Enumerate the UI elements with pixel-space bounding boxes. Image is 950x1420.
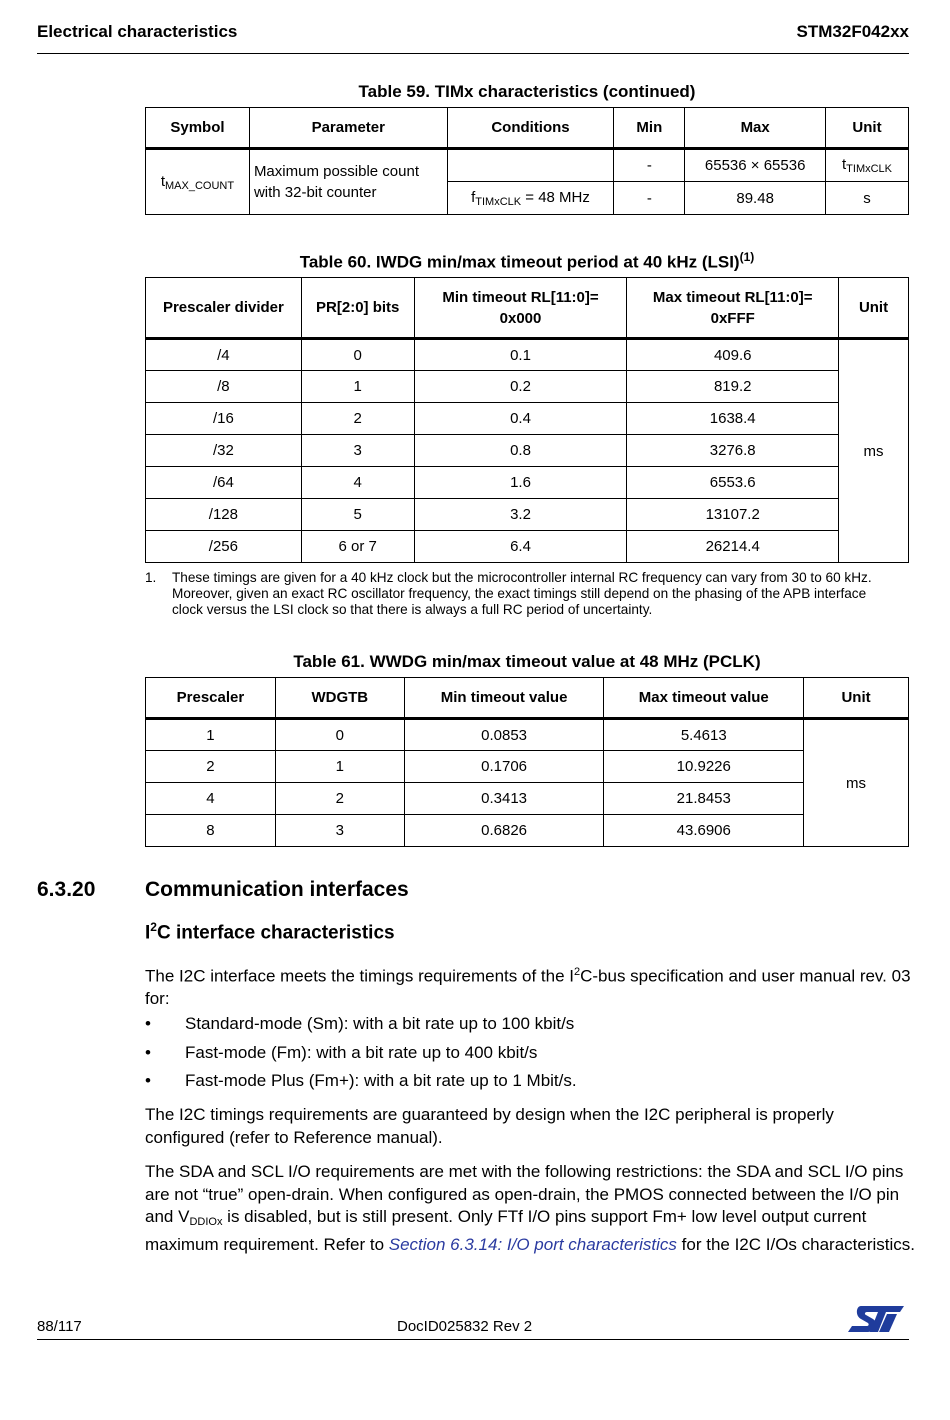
table59-row1-conditions	[447, 149, 614, 182]
cond-text: f	[471, 188, 476, 206]
table61-cell: 0.1706	[404, 751, 604, 783]
table59-row2-max: 89.48	[685, 182, 826, 215]
unit-text: t	[842, 156, 847, 173]
table60-cell: /128	[146, 499, 302, 531]
symbol-subscript: MAX_COUNT	[165, 179, 235, 192]
io-text-a: The SDA and SCL I/O requirements are met with the following restrictions: the SDA and SCL I/O pins are not “true” open-drain. When configured as open-drain, the PMOS connected between the I/O pin and V	[145, 1162, 904, 1226]
table60-header-pr-bits: PR[2:0] bits	[301, 278, 414, 339]
table60-cell: 5	[301, 499, 414, 531]
table-row	[146, 719, 909, 751]
table60-cell: 0.2	[414, 371, 627, 403]
subtitle-superscript: 2	[150, 920, 157, 934]
section-title: Communication interfaces	[145, 878, 409, 901]
table59-header-unit: Unit	[826, 108, 909, 149]
table60-cell: 3276.8	[627, 435, 839, 467]
table59-parameter-cell: Maximum possible count with 32-bit counter	[249, 149, 447, 215]
table-row	[146, 339, 909, 371]
table60-cell: 0.1	[414, 339, 627, 371]
table61-header-min: Min timeout value	[404, 678, 604, 719]
table60-caption	[145, 250, 909, 273]
table60-header-prescaler: Prescaler divider	[146, 278, 302, 339]
table60-unit-cell: ms	[839, 339, 909, 563]
table60-footnote-ref: (1)	[739, 250, 755, 264]
bullet-icon: •	[145, 1043, 151, 1062]
table60-cell: /8	[146, 371, 302, 403]
section-link[interactable]: Section 6.3.14: I/O port characteristics	[388, 1234, 677, 1254]
table61-unit-cell: ms	[804, 719, 909, 847]
table60-cell: /256	[146, 531, 302, 563]
table59-header-symbol: Symbol	[146, 108, 250, 149]
table-row	[146, 751, 909, 783]
subsection-title	[145, 920, 395, 944]
table59-symbol-cell	[146, 149, 250, 215]
io-text-b: is disabled, but is still present. Only FTf I/O pins support Fm+ low level output current maximum requirement. Refer to	[145, 1207, 867, 1254]
table-row	[146, 403, 909, 435]
table60-cell: 0.4	[414, 403, 627, 435]
paragraph-timings: The I2C timings requirements are guaranteed by design when the I2C peripheral is properly configured (refer to Reference manual).	[145, 1105, 834, 1147]
table60-cell: 6553.6	[627, 467, 839, 499]
table59-row2-unit: s	[826, 182, 909, 215]
bullet-icon: •	[145, 1071, 151, 1090]
header-part-number: STM32F042xx	[796, 22, 909, 41]
table60-cell: 4	[301, 467, 414, 499]
table61-cell: 0.0853	[404, 719, 604, 751]
table60-cell: /16	[146, 403, 302, 435]
unit-subscript: TIMxCLK	[846, 163, 893, 175]
subtitle-rest: C interface characteristics	[156, 922, 395, 944]
table60-cell: /64	[146, 467, 302, 499]
table59-header-max: Max	[685, 108, 826, 149]
table61-caption: Table 61. WWDG min/max timeout value at 48 MHz (PCLK)	[293, 652, 761, 671]
table61	[145, 677, 909, 847]
table60-cell: 0	[301, 339, 414, 371]
table-row	[146, 815, 909, 847]
table61-cell: 1	[275, 751, 404, 783]
bullet-icon: •	[145, 1014, 151, 1033]
bullet-text: Standard-mode (Sm): with a bit rate up to 100 kbit/s	[185, 1014, 575, 1033]
page-footer	[37, 1304, 909, 1340]
bullet-text: Fast-mode (Fm): with a bit rate up to 400 kbit/s	[185, 1043, 538, 1062]
table60	[145, 277, 909, 563]
table60-cell: 3.2	[414, 499, 627, 531]
table60-header-max: Max timeout RL[11:0]= 0xFFF	[627, 278, 839, 339]
table61-cell: 43.6906	[604, 815, 804, 847]
table60-footnote	[145, 570, 895, 618]
table60-header-unit: Unit	[839, 278, 909, 339]
st-logo-icon	[847, 1304, 905, 1339]
table59-row2-min: -	[614, 182, 685, 215]
table61-header-max: Max timeout value	[604, 678, 804, 719]
table61-cell: 4	[146, 783, 276, 815]
table60-cell: 1638.4	[627, 403, 839, 435]
bullet-text: Fast-mode Plus (Fm+): with a bit rate up to 1 Mbit/s.	[185, 1071, 577, 1090]
table60-cell: 1	[301, 371, 414, 403]
table60-cell: 1.6	[414, 467, 627, 499]
section-number: 6.3.20	[37, 878, 96, 901]
table59-row1-unit	[826, 149, 909, 182]
footnote-number: 1.	[145, 570, 157, 585]
table61-cell: 0.3413	[404, 783, 604, 815]
table60-cell: 6.4	[414, 531, 627, 563]
table61-cell: 2	[146, 751, 276, 783]
io-subscript: DDIOx	[189, 1216, 223, 1228]
table61-cell: 5.4613	[604, 719, 804, 751]
table61-header-prescaler: Prescaler	[146, 678, 276, 719]
paragraph-io-requirements	[145, 1161, 915, 1256]
table61-cell: 8	[146, 815, 276, 847]
table-row	[146, 783, 909, 815]
table-row	[146, 499, 909, 531]
table-row	[146, 467, 909, 499]
document-id: DocID025832 Rev 2	[397, 1318, 533, 1335]
table59-row1-min: -	[614, 149, 685, 182]
footnote-text: These timings are given for a 40 kHz clock but the microcontroller internal RC frequency can vary from 30 to 60 kHz. Moreover, given an exact RC oscillator frequency, the exact timings still depend on the phasing of the APB interface clock versus the LSI clock so that there is always a full RC period of uncertainty.	[172, 570, 872, 617]
table60-cell: 2	[301, 403, 414, 435]
table61-cell: 21.8453	[604, 783, 804, 815]
table61-cell: 10.9226	[604, 751, 804, 783]
cond-subscript: TIMxCLK	[475, 195, 522, 208]
table59-row1-max: 65536 × 65536	[685, 149, 826, 182]
table60-cell: /4	[146, 339, 302, 371]
table59-header-conditions: Conditions	[447, 108, 614, 149]
table60-cell: 409.6	[627, 339, 839, 371]
subtitle-prefix: I	[145, 922, 151, 944]
paragraph-intro	[145, 961, 915, 1011]
table61-cell: 3	[275, 815, 404, 847]
table-row	[146, 371, 909, 403]
intro-text-b: C-bus specification and user manual rev. 03 for:	[145, 966, 911, 1009]
table59-header-min: Min	[614, 108, 685, 149]
table60-cell: /32	[146, 435, 302, 467]
page-header	[37, 22, 909, 54]
table60-cell: 6 or 7	[301, 531, 414, 563]
table59-row2-conditions	[447, 182, 614, 215]
table61-header-unit: Unit	[804, 678, 909, 719]
symbol-text: t	[160, 172, 166, 190]
table61-cell: 0.6826	[404, 815, 604, 847]
table59-caption: Table 59. TIMx characteristics (continued)	[358, 82, 696, 101]
table60-cell: 0.8	[414, 435, 627, 467]
table61-cell: 1	[146, 719, 276, 751]
table60-cell: 13107.2	[627, 499, 839, 531]
table59	[145, 107, 909, 215]
intro-superscript: 2	[573, 966, 581, 978]
table59-header-parameter: Parameter	[249, 108, 447, 149]
table-row	[146, 531, 909, 563]
table60-cell: 3	[301, 435, 414, 467]
cond-value: = 48 MHz	[521, 188, 590, 206]
table60-header-min: Min timeout RL[11:0]= 0x000	[414, 278, 627, 339]
page-number: 88/117	[37, 1318, 82, 1335]
intro-text-a: The I2C interface meets the timings requirements of the I	[145, 966, 574, 986]
table61-cell: 2	[275, 783, 404, 815]
table60-caption-text: Table 60. IWDG min/max timeout period at 40 kHz (LSI)	[299, 252, 740, 272]
table-row	[146, 435, 909, 467]
table60-cell: 26214.4	[627, 531, 839, 563]
table60-cell: 819.2	[627, 371, 839, 403]
table61-header-wdgtb: WDGTB	[275, 678, 404, 719]
table61-cell: 0	[275, 719, 404, 751]
io-text-c: for the I2C I/Os characteristics.	[676, 1234, 916, 1254]
header-section-title: Electrical characteristics	[37, 22, 238, 41]
